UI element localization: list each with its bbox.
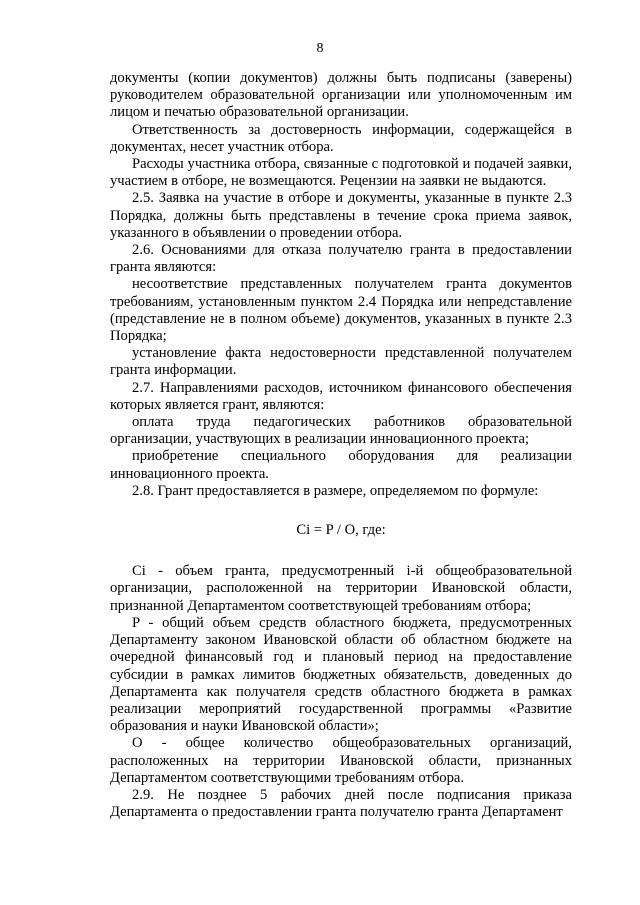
paragraph-2-5: 2.5. Заявка на участие в отборе и документы, указанные в пункте 2.3 Порядка, должны быть представлены в течение срока приема заявок, указанного в объявлении о проведении отбора. — [110, 190, 572, 241]
paragraph-2-6-item-1: несоответствие представленных получателем гранта документов требованиям, установленным пунктом 2.4 Порядка или непредставление (представление не в полном объеме) документов, указанных в пункте 2.3 Порядка; — [110, 276, 572, 345]
definition-ci: Ci - объем гранта, предусмотренный i-й общеобразовательной организации, расположенной на территории Ивановской области, признанной Департаментом соответствующей требованиям отбора; — [110, 563, 572, 614]
definition-o: O - общее количество общеобразовательных организаций, расположенных на территории Ивановской области, признанных Департаментом соответствующими требованиям отбора. — [110, 735, 572, 786]
paragraph-2-9: 2.9. Не позднее 5 рабочих дней после подписания приказа Департамента о предоставлении гранта получателю гранта Департамент — [110, 786, 572, 821]
definition-p: P - общий объем средств областного бюджета, предусмотренных Департаменту законом Ивановской области об областном бюджете на очередной финансовый год и плановый период на предоставление субсидии в рамках лимитов бюджетных обязательств, доведенных до Департамента как получателя средств областного бюджета в рамках реализации мероприятий государственной программы «Развитие образования и науки Ивановской области»; — [110, 614, 572, 735]
paragraph-documents-signing: документы (копии документов) должны быть подписаны (заверены) руководителем образовательной организации или уполномоченным им лицом и печатью образовательной организации. — [110, 70, 572, 121]
paragraph-2-8: 2.8. Грант предоставляется в размере, определяемом по формуле: — [132, 482, 539, 499]
paragraph-2-7-item-2: приобретение специального оборудования для реализации инновационного проекта. — [110, 448, 572, 482]
paragraph-2-7: 2.7. Направлениями расходов, источником финансового обеспечения которых является грант, являются: — [110, 379, 572, 413]
paragraph-expenses: Расходы участника отбора, связанные с подготовкой и подачей заявки, участием в отборе, не возмещаются. Рецензии на заявки не выдаются. — [110, 156, 572, 190]
paragraph-2-6: 2.6. Основаниями для отказа получателю гранта в предоставлении гранта являются: — [110, 242, 572, 276]
paragraph-2-7-item-1: оплата труда педагогических работников образовательной организации, участвующих в реализации инновационного проекта; — [110, 414, 572, 448]
paragraph-responsibility: Ответственность за достоверность информации, содержащейся в документах, несет участник отбора. — [110, 121, 572, 155]
paragraph-2-6-item-2: установление факта недостоверности представленной получателем гранта информации. — [110, 345, 572, 379]
page-number: 8 — [316, 41, 324, 56]
grant-formula: Ci = P / O, где: — [296, 522, 386, 539]
document-body — [110, 70, 572, 821]
